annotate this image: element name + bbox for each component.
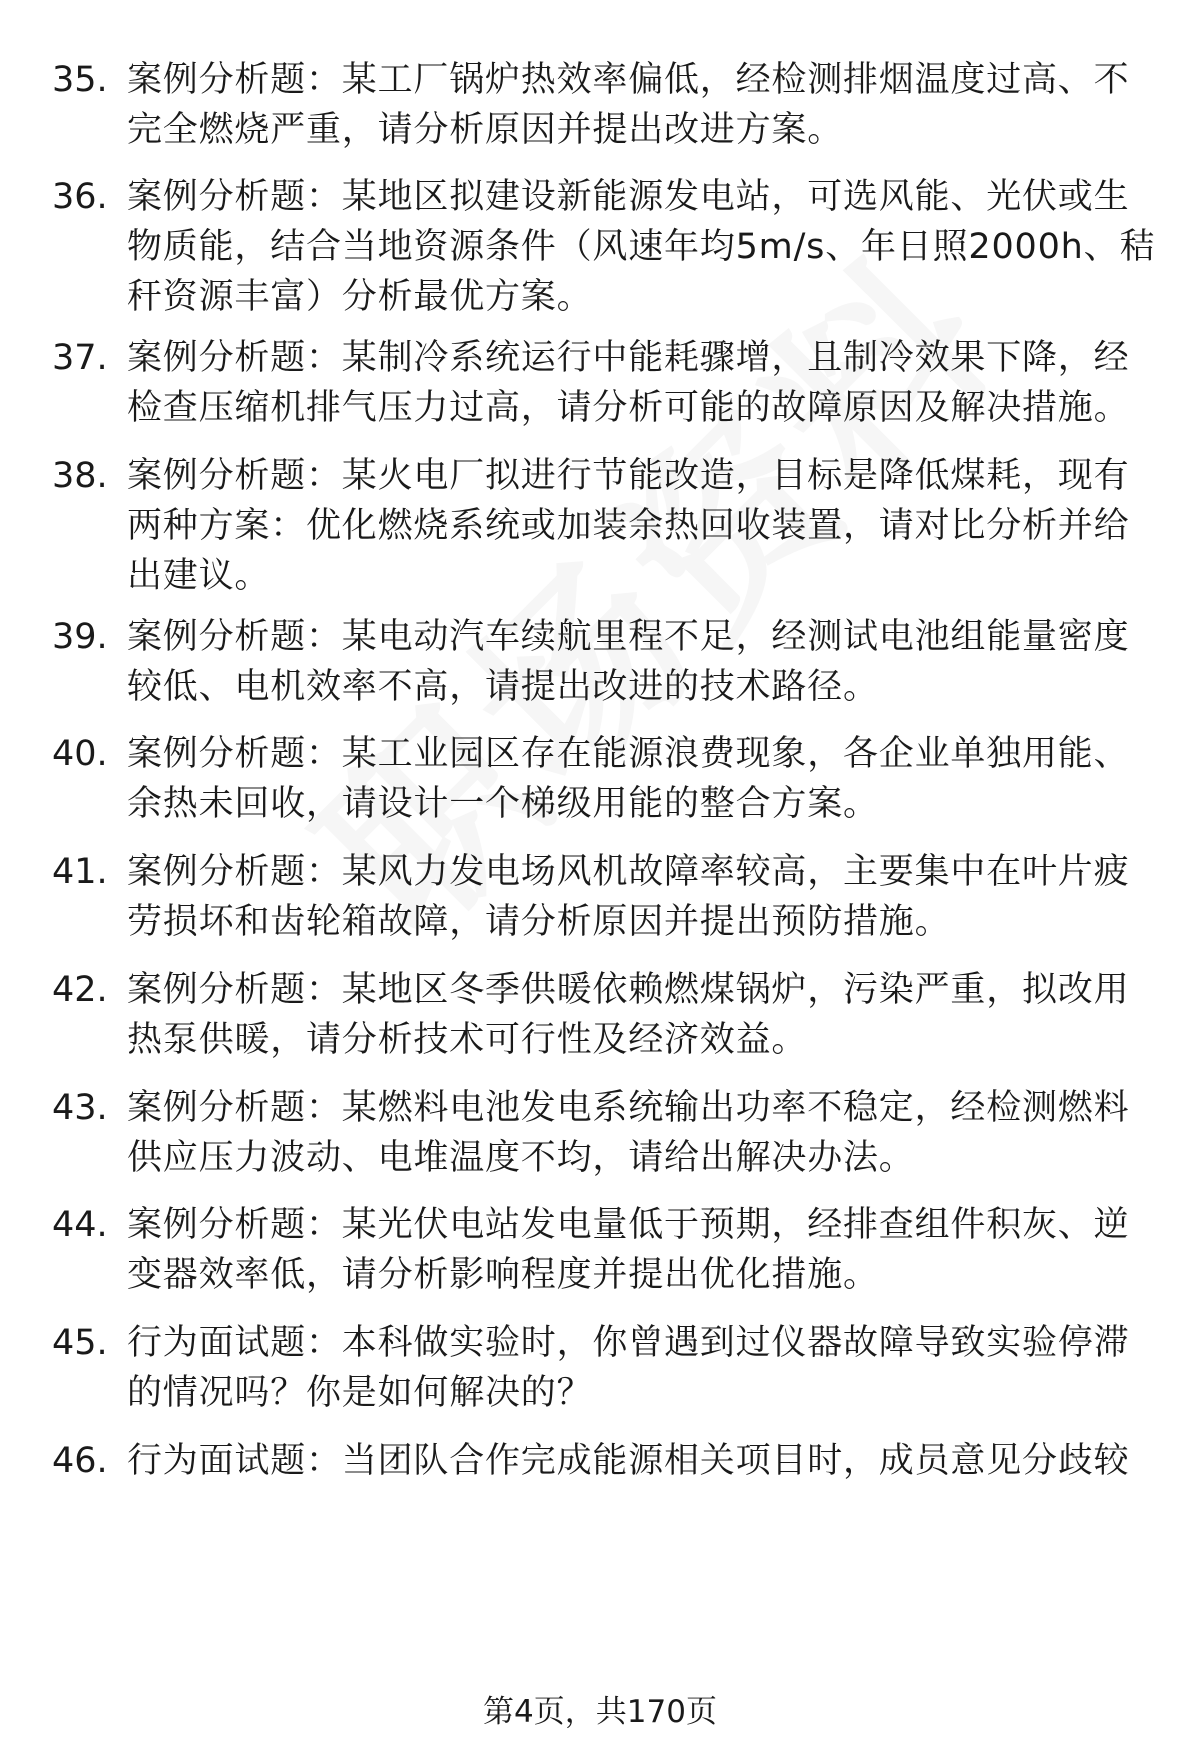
question-number: 38. [52,456,108,496]
question-number: 41. [52,852,108,892]
question-number: 46. [52,1441,108,1481]
question-number: 44. [52,1205,108,1245]
question-text: 案例分析题：某地区冬季供暖依赖燃煤锅炉，污染严重，拟改用热泵供暖，请分析技术可行性及经济效益。 [127,970,1130,1060]
question-number: 35. [52,60,108,100]
question-text: 案例分析题：某电动汽车续航里程不足，经测试电池组能量密度较低、电机效率不高，请提出改进的技术路径。 [127,617,1130,707]
question-text: 行为面试题：当团队合作完成能源相关项目时，成员意见分歧较 [127,1441,1130,1481]
question-text: 案例分析题：某燃料电池发电系统输出功率不稳定，经检测燃料供应压力波动、电堆温度不均，请给出解决办法。 [127,1088,1130,1178]
question-text: 案例分析题：某制冷系统运行中能耗骤增，且制冷效果下降，经检查压缩机排气压力过高，请分析可能的故障原因及解决措施。 [127,338,1130,428]
question-text: 案例分析题：某工业园区存在能源浪费现象，各企业单独用能、余热未回收，请设计一个梯级用能的整合方案。 [127,734,1130,824]
question-number: 42. [52,970,108,1010]
question-number: 37. [52,338,108,378]
question-text: 案例分析题：某光伏电站发电量低于预期，经排查组件积灰、逆变器效率低，请分析影响程度并提出优化措施。 [127,1205,1130,1295]
question-text: 行为面试题：本科做实验时，你曾遇到过仪器故障导致实验停滞的情况吗？你是如何解决的？ [127,1323,1130,1413]
question-text: 案例分析题：某工厂锅炉热效率偏低，经检测排烟温度过高、不完全燃烧严重，请分析原因并提出改进方案。 [127,60,1130,150]
question-text: 案例分析题：某风力发电场风机故障率较高，主要集中在叶片疲劳损坏和齿轮箱故障，请分析原因并提出预防措施。 [127,852,1130,942]
question-number: 40. [52,734,108,774]
question-text: 案例分析题：某火电厂拟进行节能改造，目标是降低煤耗，现有两种方案：优化燃烧系统或加装余热回收装置，请对比分析并给出建议。 [127,456,1130,596]
page-footer: 第4页，共170页 [483,1694,717,1730]
question-number: 39. [52,617,108,657]
question-text: 案例分析题：某地区拟建设新能源发电站，可选风能、光伏或生物质能，结合当地资源条件（风速年均5m/s、年日照2000h、秸秆资源丰富）分析最优方案。 [127,177,1156,317]
question-number: 45. [52,1323,108,1363]
question-number: 36. [52,177,108,217]
question-number: 43. [52,1088,108,1128]
